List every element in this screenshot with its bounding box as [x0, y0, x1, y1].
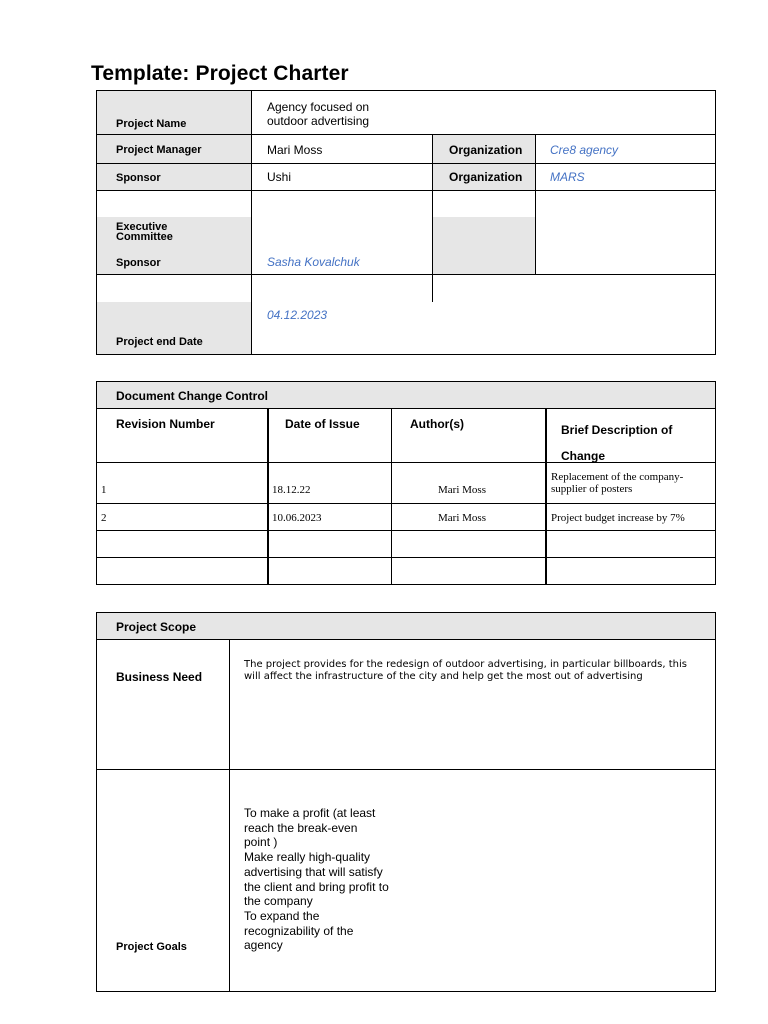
- project-goals-text: To make a profit (at least reach the break-even point ) Make really high-quality advertising that will satisfy the client and bring profit to the company To expand the recognizability of the agency: [244, 806, 389, 953]
- table-row-2-revision: 2: [101, 512, 107, 524]
- col-authors: Author(s): [410, 417, 464, 431]
- project-scope-heading: Project Scope: [116, 620, 197, 634]
- end-date-label: Project end Date: [116, 336, 203, 348]
- table-row-1-revision: 1: [101, 484, 107, 496]
- executive-committee-label: Executive Committee: [116, 221, 173, 243]
- sponsor-label: Sponsor: [116, 172, 161, 184]
- organization-value-2: MARS: [550, 170, 585, 184]
- table-row-2-author: Mari Moss: [438, 512, 486, 524]
- table-row-2-description: Project budget increase by 7%: [551, 512, 685, 524]
- col-revision-number: Revision Number: [116, 417, 215, 431]
- project-manager-label: Project Manager: [116, 144, 202, 156]
- table-row-2-date: 10.06.2023: [272, 512, 322, 524]
- exec-sponsor-label: Sponsor: [116, 257, 161, 269]
- organization-label-2: Organization: [449, 170, 523, 184]
- end-date-value: 04.12.2023: [267, 308, 328, 322]
- col-brief-description: Brief Description of Change: [561, 423, 673, 463]
- project-manager-value: Mari Moss: [267, 143, 323, 157]
- sponsor-value: Ushi: [267, 170, 292, 184]
- organization-label-1: Organization: [449, 143, 523, 157]
- table-row-1-date: 18.12.22: [272, 484, 311, 496]
- charter-table-border: [96, 90, 716, 355]
- exec-sponsor-value: Sasha Kovalchuk: [267, 255, 360, 269]
- business-need-label: Business Need: [116, 670, 203, 684]
- project-goals-label: Project Goals: [116, 941, 187, 953]
- change-control-heading: Document Change Control: [116, 389, 268, 403]
- page-title: Template: Project Charter: [91, 62, 349, 85]
- col-date-of-issue: Date of Issue: [285, 417, 360, 431]
- table-row-1-author: Mari Moss: [438, 484, 486, 496]
- project-name-label: Project Name: [116, 118, 187, 130]
- project-name-value: Agency focused on outdoor advertising: [267, 100, 370, 128]
- business-need-text: The project provides for the redesign of outdoor advertising, in particular billboards, this will affect the infrastructure of the city and help get the most out of advertising: [244, 659, 687, 682]
- organization-value-1: Cre8 agency: [550, 143, 619, 157]
- table-row-1-description: Replacement of the company- supplier of posters: [551, 471, 684, 495]
